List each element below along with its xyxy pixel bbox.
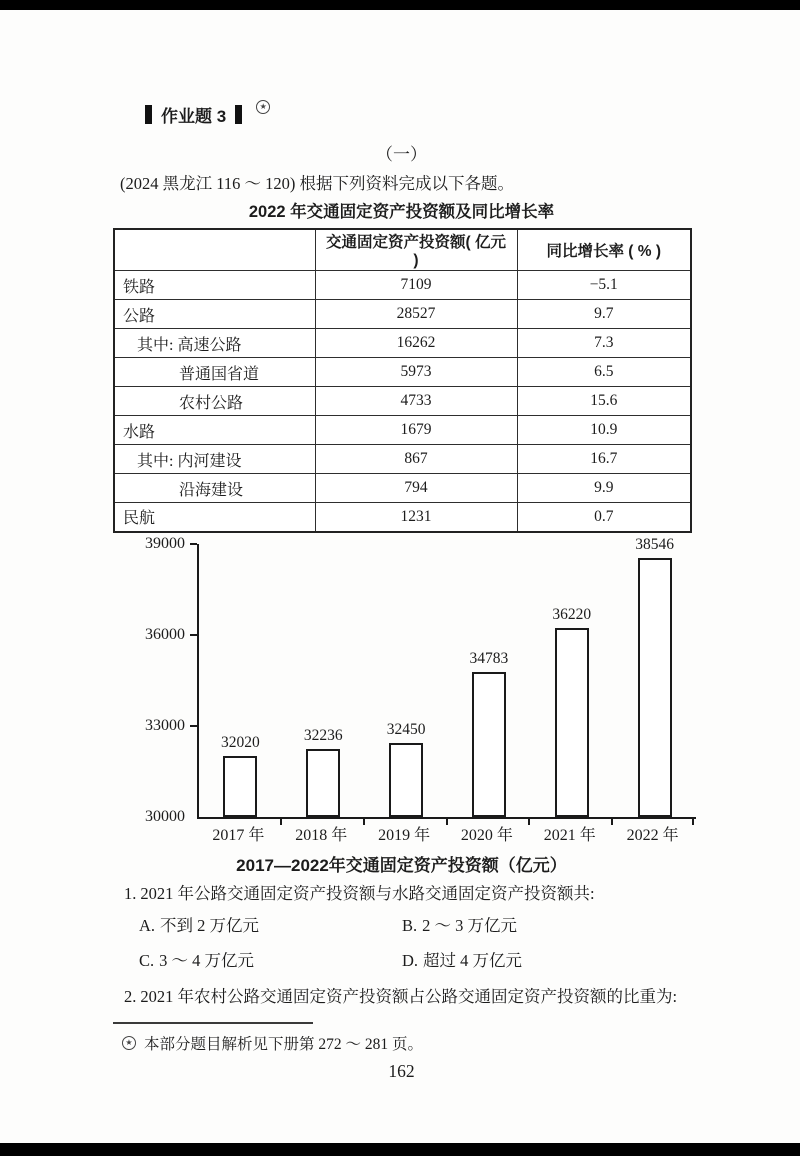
option-B [402,915,700,936]
table-row [114,474,691,503]
header-cell-investment: 交通固定资产投资额( 亿元 ) [315,229,517,271]
option-text: 3 ～ 4 万亿元 [159,951,255,970]
question-text: 2021 年公路交通固定资产投资额与水路交通固定资产投资额共: [140,884,595,903]
footnote-text: 本部分题目解析见下册第 272 ～ 281 页。 [144,1036,424,1053]
table-row [114,387,691,416]
x-axis-tick [446,819,448,825]
header-bar-right-icon [235,105,242,124]
bar-value-label: 36220 [552,606,592,624]
star-glyph: ★ [259,101,267,111]
y-axis-tick [190,634,197,636]
row-label: 农村公路 [114,387,315,416]
header-cell-growth: 同比增长率 ( % ) [517,229,691,271]
option-label: C. [139,951,155,970]
homework-title: 作业题 3 [161,107,227,126]
header-bar-left-icon [145,105,152,124]
row-label: 公路 [114,300,315,329]
x-axis-label: 2018 年 [295,827,348,844]
x-axis-tick [363,819,365,825]
option-D [402,950,700,971]
investment-table [113,228,692,533]
scan-edge-bottom [0,1143,800,1156]
footnote-marker-star-icon [256,100,270,114]
options-grid [139,915,700,971]
bar-2019年 [389,743,423,817]
question-number: 2. [124,987,137,1006]
table-row [114,416,691,445]
row-investment-value: 867 [315,445,517,474]
homework-header [145,102,270,127]
row-growth-value: −5.1 [517,271,691,300]
x-axis-label: 2019 年 [378,827,431,844]
chart-caption: 2017—2022年交通固定资产投资额（亿元） [236,856,567,875]
option-text: 不到 2 万亿元 [160,916,260,935]
table-row [114,445,691,474]
row-label: 水路 [114,416,315,445]
question-text: 2021 年农村公路交通固定资产投资额占公路交通固定资产投资额的比重为: [140,987,678,1006]
chart-plot-area [197,535,696,819]
row-investment-value: 1231 [315,503,517,532]
row-investment-value: 794 [315,474,517,503]
footnote-star-icon [122,1036,136,1050]
row-investment-value: 1679 [315,416,517,445]
row-growth-value: 0.7 [517,503,691,532]
bar-2018年 [306,749,340,817]
x-axis-tick [528,819,530,825]
part-label: （一） [376,145,427,164]
bar-value-label: 32236 [303,727,343,745]
source-line: (2024 黑龙江 116 ～ 120) 根据下列资料完成以下各题。 [120,174,515,193]
bar-value-label: 32020 [221,733,260,751]
option-C [139,950,402,971]
option-label: D. [402,951,419,970]
row-growth-value: 15.6 [517,387,691,416]
row-label: 铁路 [114,271,315,300]
page-number: 162 [388,1061,415,1081]
header-cell-empty [114,229,315,271]
table-row [114,329,691,358]
x-axis-label: 2020 年 [460,827,513,844]
bar-2020年 [472,672,506,817]
option-label: A. [139,916,156,935]
question-line [113,986,700,1007]
row-growth-value: 9.9 [517,474,691,503]
option-A [139,915,402,936]
bar-value-label: 34783 [469,649,509,667]
questions-block [113,883,700,1018]
y-axis-tick [190,725,197,727]
row-label: 民航 [114,503,315,532]
x-axis-tick [692,819,694,825]
row-growth-value: 9.7 [517,300,691,329]
y-axis-label: 39000 [145,535,185,552]
row-growth-value: 6.5 [517,358,691,387]
x-axis-label: 2021 年 [543,827,596,844]
bar-2022年 [638,558,672,817]
bar-value-label: 38546 [635,535,674,553]
x-axis-label: 2017 年 [212,827,265,844]
x-axis-tick [611,819,613,825]
row-label: 其中: 高速公路 [114,329,315,358]
row-growth-value: 7.3 [517,329,691,358]
row-label: 沿海建设 [114,474,315,503]
bar-2021年 [555,628,589,817]
scan-edge-top [0,0,800,10]
table-title: 2022 年交通固定资产投资额及同比增长率 [248,203,555,221]
bar-value-label: 32450 [386,720,426,738]
option-label: B. [402,916,418,935]
question-line [113,883,700,904]
table-row [114,503,691,532]
question-number: 1. [124,884,137,903]
y-axis-label: 36000 [145,626,185,643]
footnote [122,1032,423,1054]
row-investment-value: 16262 [315,329,517,358]
table-row [114,300,691,329]
row-investment-value: 5973 [315,358,517,387]
x-axis-tick [280,819,282,825]
option-text: 超过 4 万亿元 [423,951,523,970]
row-label: 其中: 内河建设 [114,445,315,474]
y-axis-label: 30000 [145,808,185,825]
row-growth-value: 10.9 [517,416,691,445]
footnote-rule [113,1022,313,1024]
table-row [114,271,691,300]
table-row [114,358,691,387]
table-header-row [114,229,691,271]
y-axis-tick [190,543,197,545]
x-axis-label: 2022 年 [626,827,679,844]
star-glyph: ★ [125,1038,133,1047]
y-axis-label: 33000 [145,717,185,734]
investment-bar-chart [113,532,713,852]
row-growth-value: 16.7 [517,445,691,474]
row-investment-value: 4733 [315,387,517,416]
row-label: 普通国省道 [114,358,315,387]
row-investment-value: 7109 [315,271,517,300]
option-text: 2 ～ 3 万亿元 [422,916,518,935]
row-investment-value: 28527 [315,300,517,329]
bar-2017年 [223,756,257,817]
